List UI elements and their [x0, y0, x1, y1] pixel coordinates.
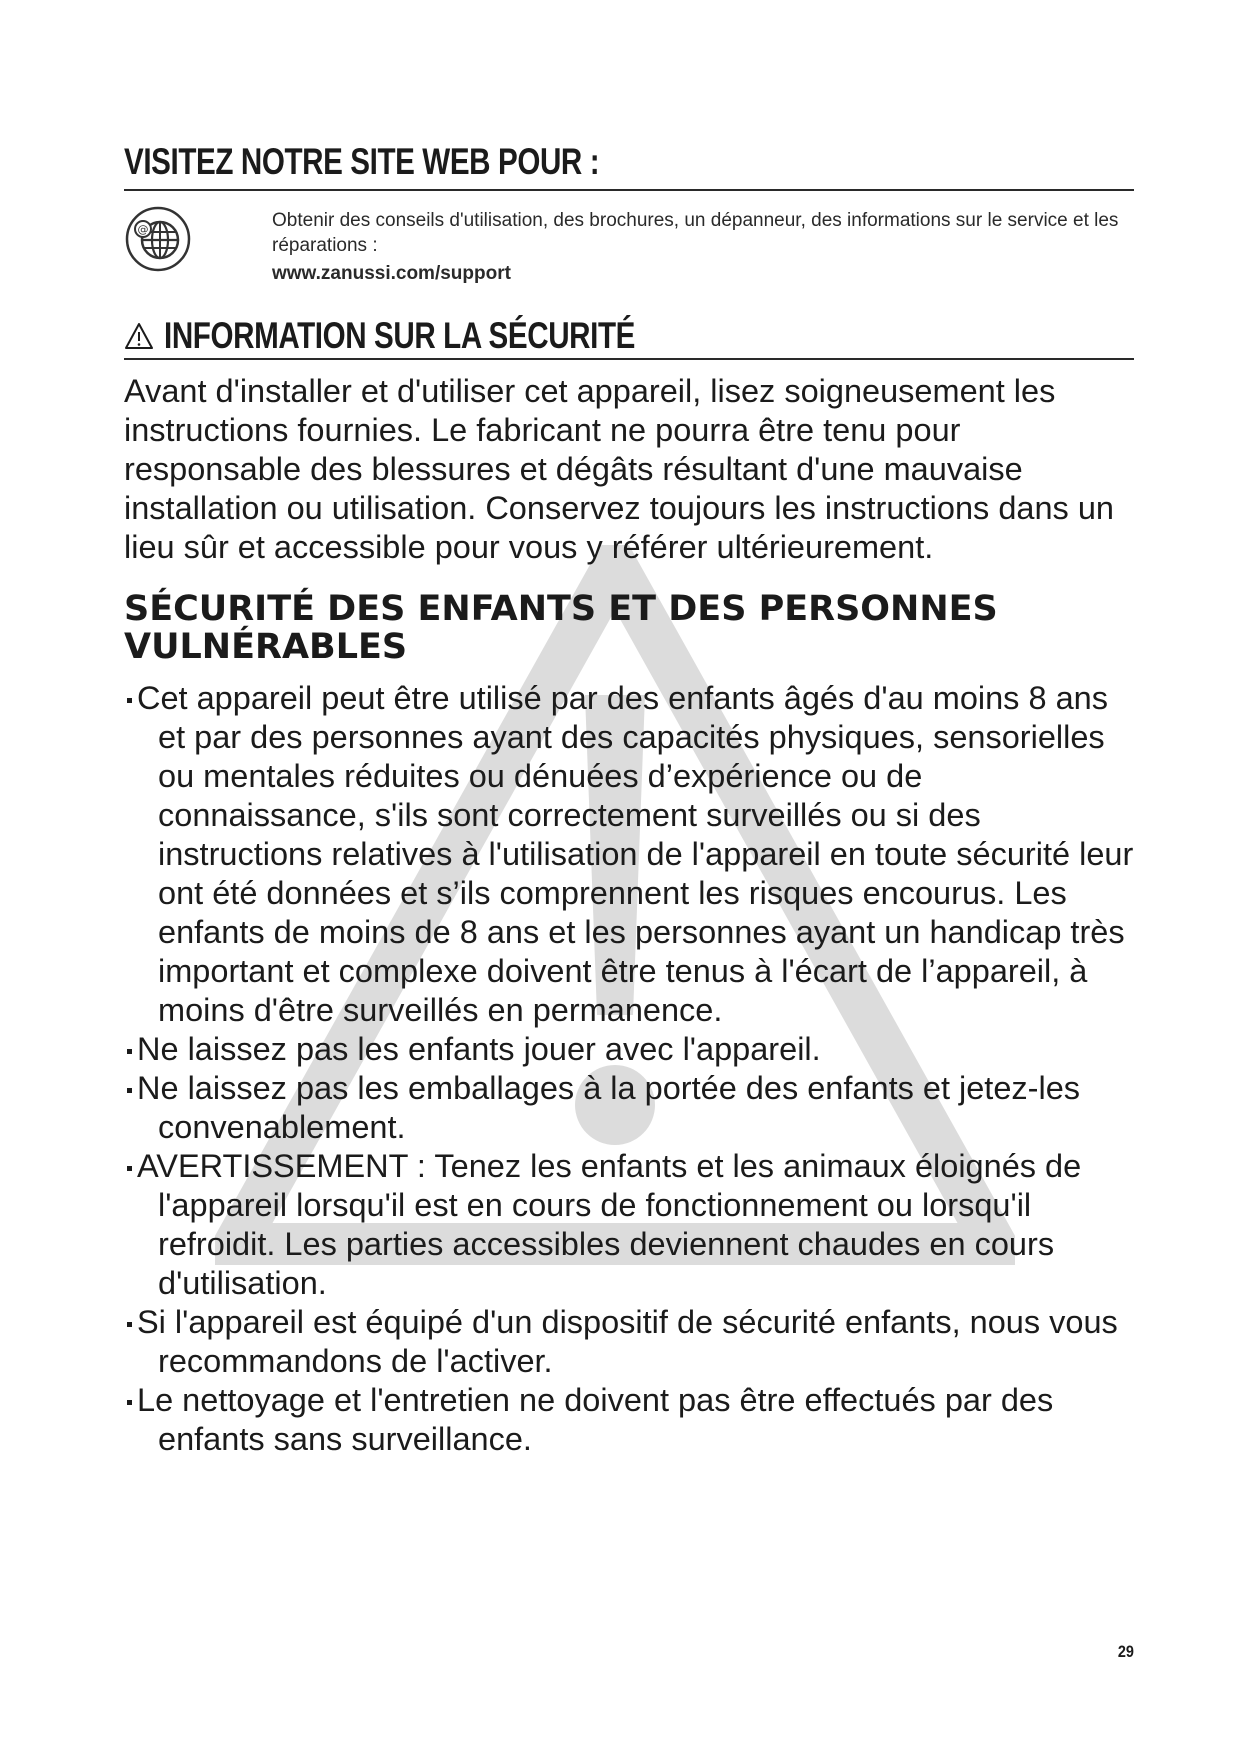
divider	[124, 189, 1134, 191]
bullet-icon	[127, 1322, 132, 1327]
list-item: Cet appareil peut être utilisé par des enfants âgés d'au moins 8 ans et par des personnes ayant des capacités physiques, sensorielles ou mentales réduites ou dénuées d’expérience ou de connaissance, s'ils sont correctement surveillés ou si des instructions relatives à l'utilisation de l'appareil en toute sécurité leur ont été données et s’ils comprennent les risques encourus. Les enfants de moins de 8 ans et les personnes ayant un handicap très important et complexe doivent être tenus à l'écart de l’appareil, à moins d'être surveillés en permanence.	[124, 679, 1139, 1030]
website-description: Obtenir des conseils d'utilisation, des brochures, un dépanneur, des informations sur le service et les réparations :	[272, 210, 1119, 256]
list-item: Si l'appareil est équipé d'un dispositif de sécurité enfants, nous vous recommandons de l'activer.	[124, 1303, 1139, 1381]
bullet-icon	[127, 698, 132, 703]
divider	[124, 358, 1134, 360]
warning-triangle-icon	[124, 322, 154, 350]
list-item: Le nettoyage et l'entretien ne doivent pas être effectués par des enfants sans surveillance.	[124, 1381, 1139, 1459]
svg-text:@: @	[137, 223, 149, 236]
safety-heading-text: INFORMATION SUR LA SÉCURITÉ	[164, 315, 636, 356]
support-link[interactable]: www.zanussi.com/support	[272, 263, 511, 284]
bullet-icon	[127, 1049, 132, 1054]
children-safety-list	[124, 679, 1139, 1459]
bullet-icon	[127, 1088, 132, 1093]
safety-heading	[124, 315, 753, 357]
page-number: 29	[1117, 1642, 1134, 1661]
safety-intro: Avant d'installer et d'utiliser cet appareil, lisez soigneusement les instructions fournies. Le fabricant ne pourra être tenu pour responsable des blessures et dégâts résultant d'une mauvaise installation ou utilisation. Conservez toujours les instructions dans un lieu sûr et accessible pour vous y référer ultérieurement.	[124, 373, 1114, 565]
children-safety-heading: SÉCURITÉ DES ENFANTS ET DES PERSONNES VULNÉRABLES	[124, 589, 998, 667]
globe-icon	[124, 205, 192, 273]
list-item: Ne laissez pas les emballages à la portée des enfants et jetez-les convenablement.	[124, 1069, 1139, 1147]
list-item: AVERTISSEMENT : Tenez les enfants et les animaux éloignés de l'appareil lorsqu'il est en cours de fonctionnement ou lorsqu'il refroidit. Les parties accessibles deviennent chaudes en cours d'utilisation.	[124, 1147, 1139, 1303]
list-item: Ne laissez pas les enfants jouer avec l'appareil.	[124, 1030, 1139, 1069]
bullet-icon	[127, 1400, 132, 1405]
website-heading: VISITEZ NOTRE SITE WEB POUR :	[124, 141, 600, 182]
bullet-icon	[127, 1166, 132, 1171]
